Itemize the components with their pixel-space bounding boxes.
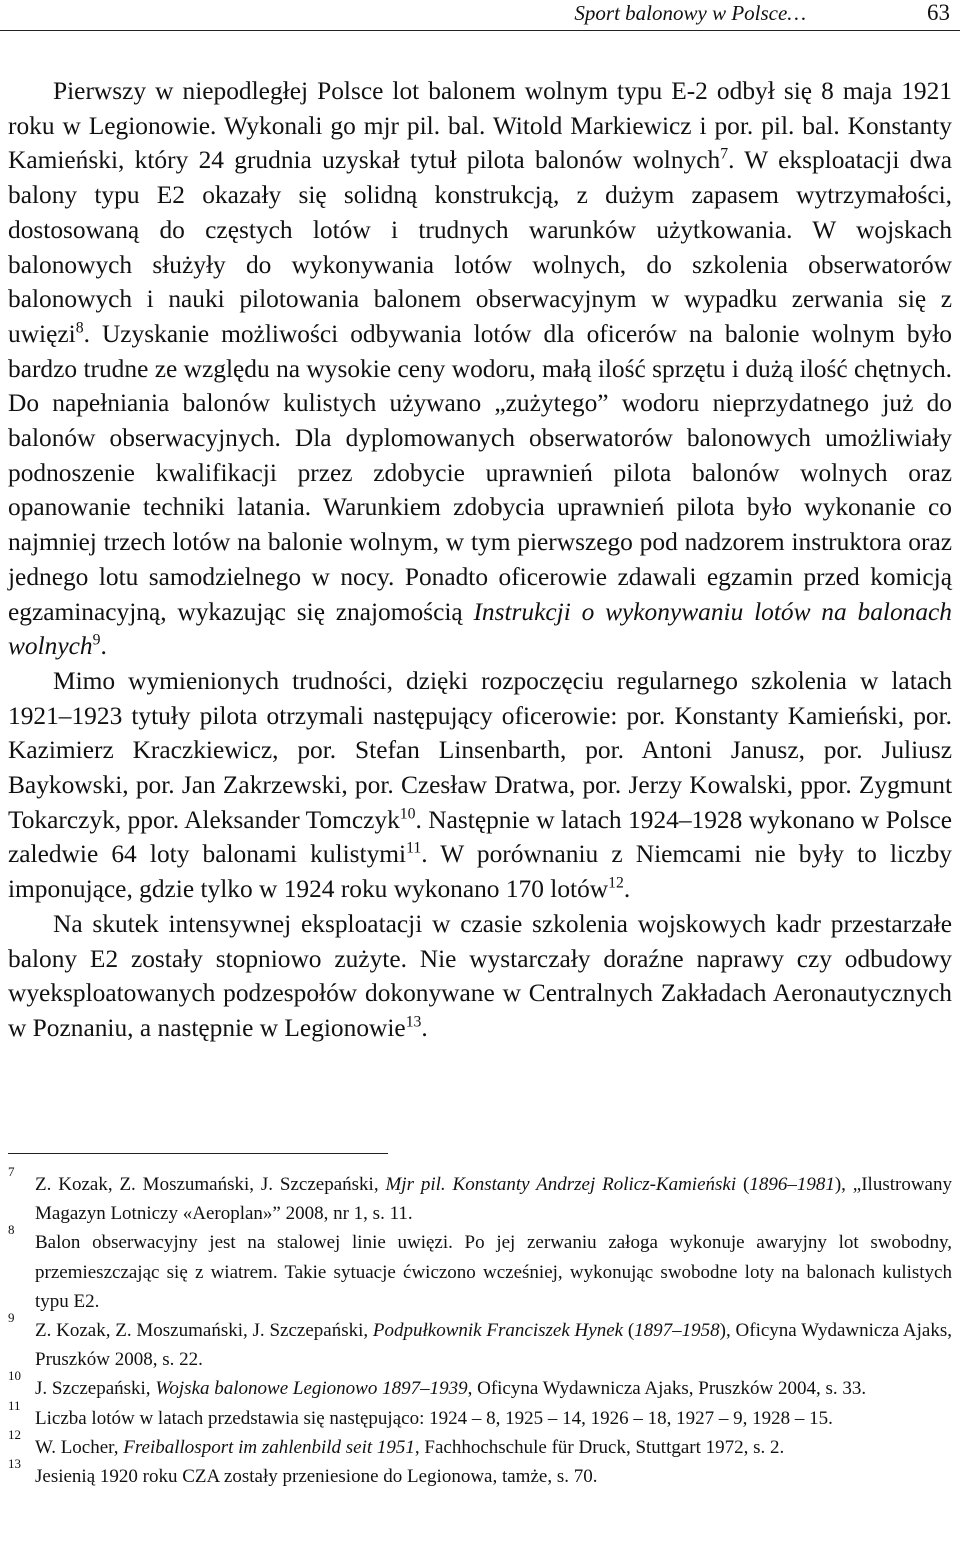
footnote-number: 11 <box>8 1397 21 1413</box>
text-run: ( <box>736 1174 750 1195</box>
footnote-number: 9 <box>8 1310 15 1326</box>
footnote-reference: 9 <box>92 631 101 649</box>
italic-title: 1896–1981 <box>749 1174 835 1195</box>
footnote <box>8 1222 952 1316</box>
footnote <box>8 1310 952 1374</box>
text-run: Liczba lotów w latach przedstawia się następująco: 1924 – 8, 1925 – 14, 1926 – 18, 1927 – 9, 1928 – 15. <box>35 1407 833 1429</box>
italic-title: Podpułkownik Franciszek Hynek <box>372 1320 624 1342</box>
page-number: 63 <box>927 0 950 25</box>
footnote-number: 12 <box>8 1426 21 1442</box>
text-run: , Fachhochschule für Druck, Stuttgart 1972, s. 2. <box>414 1436 785 1458</box>
footnote-reference: 13 <box>405 1013 422 1031</box>
running-header <box>0 0 960 31</box>
footnote <box>8 1368 952 1403</box>
main-text <box>8 74 952 1046</box>
text-run: , Oficyna Wydawnicza Ajaks, Pruszków 2004, s. 33. <box>467 1378 867 1400</box>
italic-title: Mjr pil. Konstanty Andrzej Rolicz-Kamieński <box>385 1174 737 1195</box>
italic-title: Wojska balonowe Legionowo 1897–1939 <box>155 1378 468 1400</box>
footnote-reference: 8 <box>75 319 84 337</box>
text-run: ( <box>623 1320 635 1342</box>
footnote-number: 7 <box>8 1164 15 1179</box>
text-run: . <box>100 632 107 661</box>
text-run: Jesienią 1920 roku CZA zostały przeniesione do Legionowa, tamże, s. 70. <box>35 1466 598 1488</box>
paragraph <box>8 907 952 1046</box>
text-run: J. Szczepański, <box>35 1378 156 1400</box>
text-run: W. Locher, <box>35 1436 124 1458</box>
footnote-number: 10 <box>8 1368 21 1384</box>
footnote-number: 8 <box>8 1222 15 1238</box>
footnote-reference: 12 <box>608 874 624 892</box>
text-run: . Uzyskanie możliwości odbywania lotów dla oficerów na balonie wolnym było bardzo trudne ze względu na wysokie ceny wodoru, małą ilość sprzętu i dużą ilość chętnych. Do napełniania balonów kulistych używano „zużytego” wodoru nieprzydatnego już do balonów obserwacyjnych. Dla dyplomowanych obserwatorów balonowych umożliwiały podnoszenie kwalifikacji przez zdobycie uprawnień pilota balonów wolnych oraz opanowanie techniki latania. Warunkiem zdobycia uprawnień pilota było wykonanie co najmniej trzech lotów na balonie wolnym, w tym pierwszego pod nadzorem instruktora oraz jednego lotu samodzielnego w nocy. Ponadto oficerowie zdawali egzamin przed komicją egzaminacyjną, wykazując się znajomością <box>8 319 952 626</box>
italic-title: Freiballosport im zahlenbild seit 1951 <box>123 1436 415 1458</box>
text-run: Mimo wymienionych trudności, dzięki rozpoczęciu regularnego szkolenia w latach 1921–1923 tytuły pilota otrzymali następujący oficerowie: por. Konstanty Kamieński, por. Kazimierz Kraczkiewicz, por. Stefan Linsenbarth, por. Antoni Janusz, por. Juliusz Baykowski, por. Jan Zakrzewski, por. Czesław Dratwa, por. Jerzy Kowalski, ppor. Zygmunt Tokarczyk, ppor. Aleksander Tomczyk <box>8 666 952 834</box>
text-run: ), „Ilustrowany Magazyn Lotniczy «Aeroplan»” 2008, nr 1, s. 11. <box>35 1174 952 1225</box>
paragraph <box>8 664 952 907</box>
footnote-reference: 10 <box>399 805 416 823</box>
italic-title: Instrukcji o wykonywaniu lotów na balonach wolnych <box>8 597 952 661</box>
paragraph <box>8 74 952 664</box>
text-run: . W eksploatacji dwa balony typu E2 okazały się solidną konstrukcją, z dużym zapasem wytrzymałości, dostosowaną do częstych lotów i trudnych warunków użytkowania. W wojskach balonowych służyły do wykonywania lotów wolnych, do szkolenia obserwatorów balonowych i nauki pilotowania balonem obserwacyjnym w wypadku zerwania się z uwięzi <box>8 146 952 348</box>
text-run: Na skutek intensywnej eksploatacji w czasie szkolenia wojskowych kadr przestarzałe balony E2 zostały stopniowo zużyte. Nie wystarczały doraźne naprawy czy odbudowy wyeksploatowanych podzespołów dokonywane w Centralnych Zakładach Aeronautycznych w Poznaniu, a następnie w Legionowie <box>8 909 952 1042</box>
running-title: Sport balonowy w Polsce… <box>574 1 806 25</box>
text-run: . Następnie w latach 1924–1928 wykonano w Polsce zaledwie 64 loty balonami kulistymi <box>8 805 952 869</box>
footnote-reference: 7 <box>720 145 729 163</box>
text-run: . <box>623 875 631 904</box>
footnote <box>8 1164 952 1228</box>
text-run: . <box>421 1013 428 1042</box>
footnote-number: 13 <box>8 1456 21 1472</box>
text-run: ), Oficyna Wydawnicza Ajaks, Pruszków 2008, s. 22. <box>35 1320 952 1371</box>
footnote <box>8 1426 952 1462</box>
footnote <box>8 1397 952 1433</box>
text-run: Z. Kozak, Z. Moszumański, J. Szczepański, <box>35 1174 386 1195</box>
footnote <box>8 1456 952 1491</box>
text-run: . W porównaniu z Niemcami nie były to liczby imponujące, gdzie tylko w 1924 roku wykonano 170 lotów <box>8 840 952 904</box>
text-run: Z. Kozak, Z. Moszumański, J. Szczepański, <box>35 1320 373 1342</box>
footnotes <box>8 1164 952 1491</box>
text-run: Balon obserwacyjny jest na stalowej linie uwięzi. Po jej zerwaniu załoga wykonuje awaryjny lot swobodny, przemieszczając się z wiatrem. Takie sytuacje ćwiczono wcześniej, wykonując swobodne loty na balonach kulistych typu E2. <box>35 1232 952 1312</box>
footnote-reference: 11 <box>406 840 422 858</box>
text-run: Pierwszy w niepodległej Polsce lot balonem wolnym typu E-2 odbył się 8 maja 1921 roku w Legionowie. Wykonali go mjr pil. bal. Witold Markiewicz i por. pil. bal. Konstanty Kamieński, który 24 grudnia uzyskał tytuł pilota balonów wolnych <box>8 77 952 175</box>
italic-title: 1897–1958 <box>634 1320 720 1342</box>
footnote-separator <box>8 1153 388 1154</box>
